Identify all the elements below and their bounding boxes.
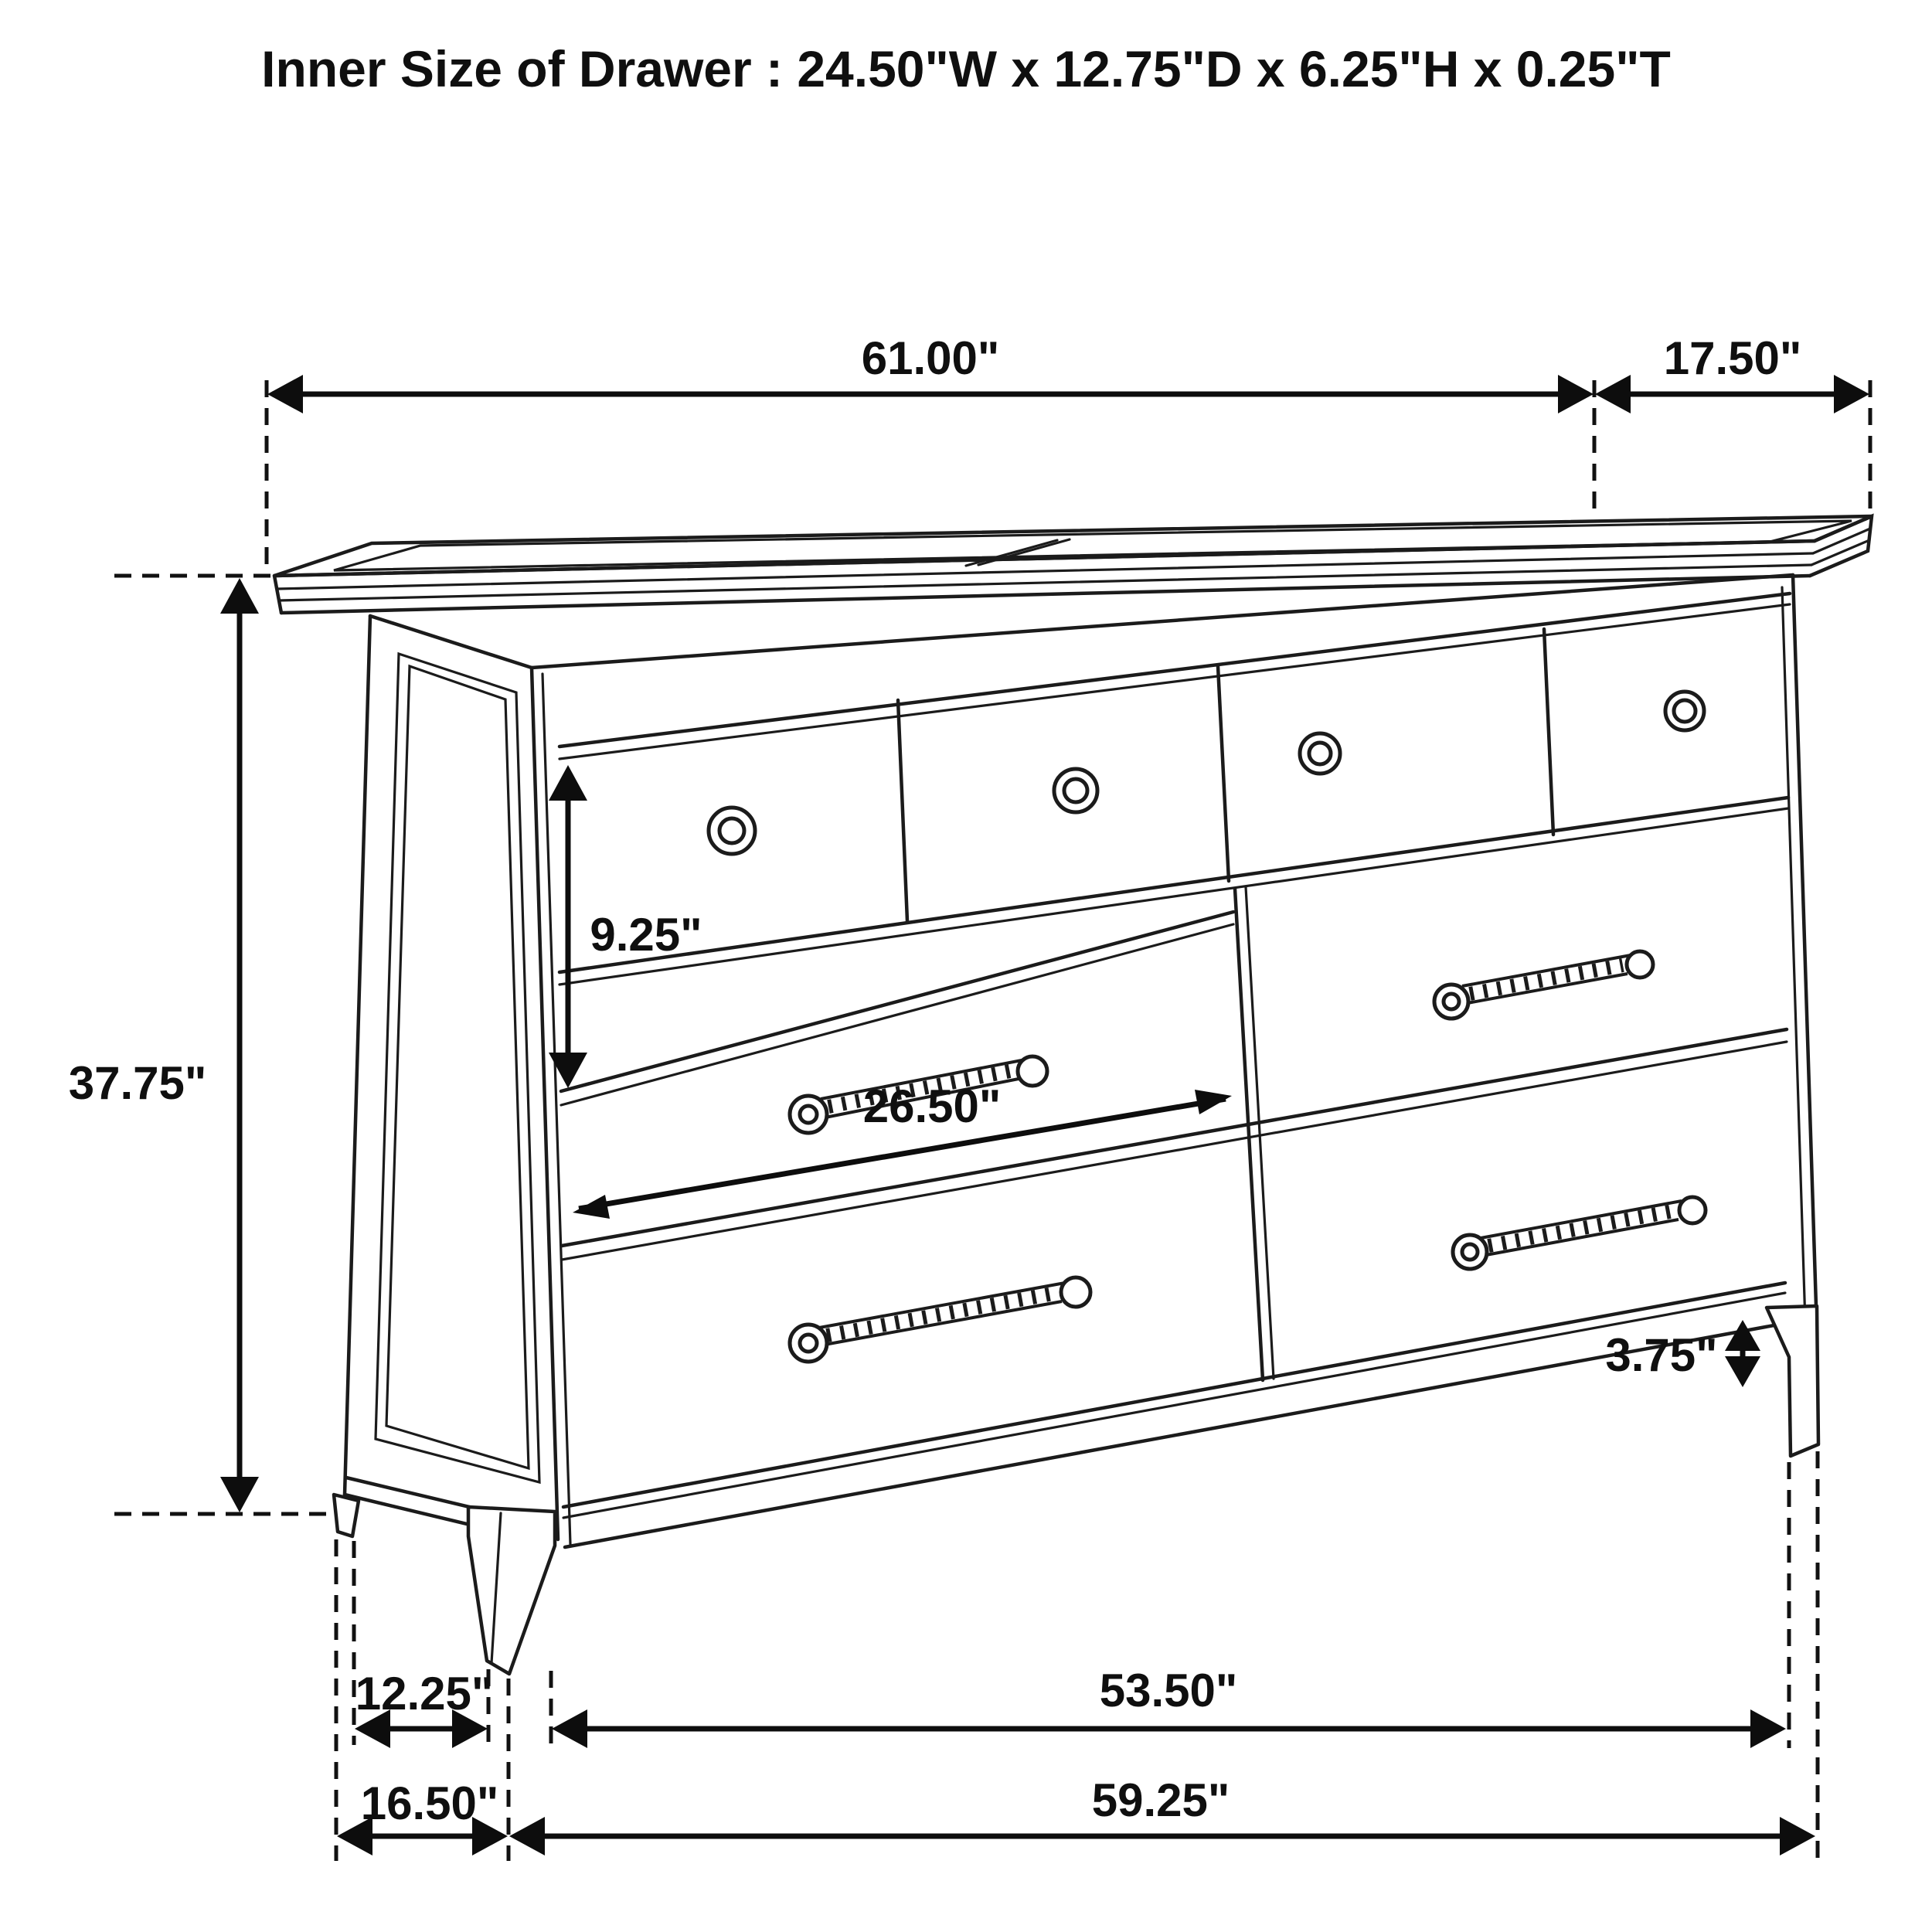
dim-top-width: 61.00" bbox=[861, 332, 1000, 384]
back-left-leg bbox=[334, 1495, 359, 1536]
knob-icon bbox=[1064, 779, 1087, 802]
dim-overall-height: 37.75" bbox=[68, 1057, 207, 1109]
side-panel bbox=[345, 616, 558, 1544]
dim-drawer-width: 26.50" bbox=[862, 1080, 1002, 1132]
dim-floor-width-span: 59.25" bbox=[1091, 1774, 1230, 1826]
dim-top-depth: 17.50" bbox=[1663, 332, 1802, 384]
dim-floor-depth: 16.50" bbox=[360, 1777, 499, 1829]
dim-leg-inset: 12.25" bbox=[355, 1668, 494, 1719]
front-face bbox=[532, 575, 1816, 1547]
knob-icon bbox=[719, 818, 744, 843]
dresser-top bbox=[274, 516, 1872, 613]
page-title: Inner Size of Drawer : 24.50"W x 12.75"D x 6.25"H x 0.25"T bbox=[261, 40, 1671, 97]
dim-leg-height: 3.75" bbox=[1605, 1329, 1718, 1381]
handle-icon bbox=[790, 1277, 1090, 1362]
dim-front-leg-span: 53.50" bbox=[1099, 1665, 1238, 1716]
knob-icon bbox=[1674, 700, 1696, 722]
dim-top-drawer-height: 9.25" bbox=[590, 909, 702, 961]
front-left-leg bbox=[468, 1507, 555, 1674]
dresser-drawing bbox=[274, 516, 1872, 1674]
front-right-leg bbox=[1767, 1306, 1818, 1456]
knob-icon bbox=[1309, 743, 1331, 764]
handle-icon bbox=[1434, 951, 1653, 1019]
handle-icon bbox=[1453, 1197, 1706, 1269]
drawer-handles bbox=[790, 951, 1706, 1362]
